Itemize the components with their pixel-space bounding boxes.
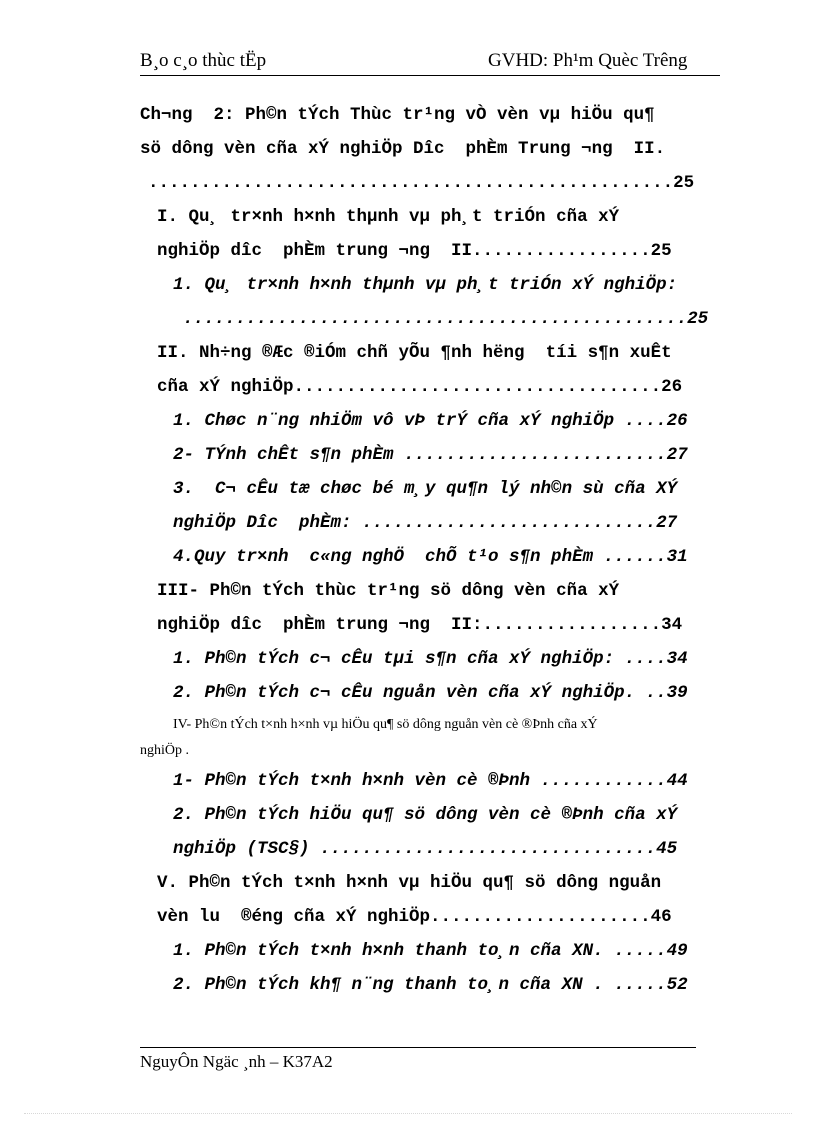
toc-section-2: II. Nh÷ng ®Æc ®iÓm chñ yÕu ¶nh hëng tíi s¶n xuÊt xyxy=(157,343,672,363)
toc-section-1: I. Qu¸ tr×nh h×nh thµnh vµ ph¸t triÓn cña xÝ xyxy=(157,207,620,227)
toc-chapter-title-cont: sö dông vèn cña xÝ nghiÖp Dîc phÈm Trung ¬ng II. xyxy=(140,139,666,159)
toc-subsection-4-2: 2. Ph©n tÝch hiÖu qu¶ sö dông vèn cè ®Þnh cña xÝ xyxy=(173,805,678,825)
toc-section-2-cont: cña xÝ nghiÖp...................................26 xyxy=(157,377,683,397)
toc-subsection-1-1-page: ................................................25 xyxy=(183,309,709,329)
toc-subsection-2-1: 1. Chøc n¨ng nhiÖm vô vÞ trÝ cña xÝ nghiÖp ....26 xyxy=(173,411,688,431)
toc-subsection-4-1: 1- Ph©n tÝch t×nh h×nh vèn cè ®Þnh ............44 xyxy=(173,771,688,791)
toc-section-5: V. Ph©n tÝch t×nh h×nh vµ hiÖu qu¶ sö dông nguån xyxy=(157,873,662,893)
footer-divider xyxy=(140,1047,696,1048)
toc-subsection-5-1: 1. Ph©n tÝch t×nh h×nh thanh to¸n cña XN. .....49 xyxy=(173,941,688,961)
toc-subsection-3-2: 2. Ph©n tÝch c¬ cÊu nguån vèn cña xÝ nghiÖp. ..39 xyxy=(173,683,688,703)
toc-subsection-1-1: 1. Qu¸ tr×nh h×nh thµnh vµ ph¸t triÓn xÝ nghiÖp: xyxy=(173,275,678,295)
header-left-title: B¸o c¸o thùc tËp xyxy=(140,50,267,71)
footer-author: NguyÔn Ngäc ¸nh – K37A2 xyxy=(140,1052,333,1071)
toc-subsection-4-2-cont: nghiÖp (TSC§) ................................45 xyxy=(173,839,678,859)
toc-chapter-page: ..................................................25 xyxy=(148,173,695,193)
toc-subsection-3-1: 1. Ph©n tÝch c¬ cÊu tµi s¶n cña xÝ nghiÖp: ....34 xyxy=(173,649,688,669)
toc-subsection-2-2: 2- TÝnh chÊt s¶n phÈm .........................27 xyxy=(173,445,688,465)
toc-chapter-title: Ch¬ng 2: Ph©n tÝch Thùc tr¹ng vÒ vèn vµ hiÖu qu¶ xyxy=(140,105,655,125)
toc-section-1-cont: nghiÖp dîc phÈm trung ¬ng II.................25 xyxy=(157,241,672,261)
toc-subsection-5-2: 2. Ph©n tÝch kh¶ n¨ng thanh to¸n cña XN . .....52 xyxy=(173,975,688,995)
toc-section-4: IV- Ph©n tÝch t×nh h×nh vµ hiÖu qu¶ sö dông nguån vèn cè ®Þnh cña xÝ xyxy=(173,717,598,732)
toc-section-3: III- Ph©n tÝch thùc tr¹ng sö dông vèn cña xÝ xyxy=(157,581,620,601)
toc-subsection-2-3-cont: nghiÖp Dîc phÈm: ............................27 xyxy=(173,513,678,533)
toc-section-4-cont: nghiÖp . xyxy=(140,743,189,758)
toc-subsection-2-4: 4.Quy tr×nh c«ng nghÖ chÕ t¹o s¶n phÈm ......31 xyxy=(173,547,688,567)
toc-subsection-2-3: 3. C¬ cÊu tæ chøc bé m¸y qu¶n lý nh©n sù cña XÝ xyxy=(173,479,678,499)
page-bottom-border xyxy=(24,1113,792,1114)
header-right-advisor: GVHD: Ph¹m Quèc Trêng xyxy=(488,50,688,71)
toc-section-5-cont: vèn lu ®éng cña xÝ nghiÖp.....................46 xyxy=(157,907,672,927)
toc-section-3-cont: nghiÖp dîc phÈm trung ¬ng II:.................34 xyxy=(157,615,683,635)
